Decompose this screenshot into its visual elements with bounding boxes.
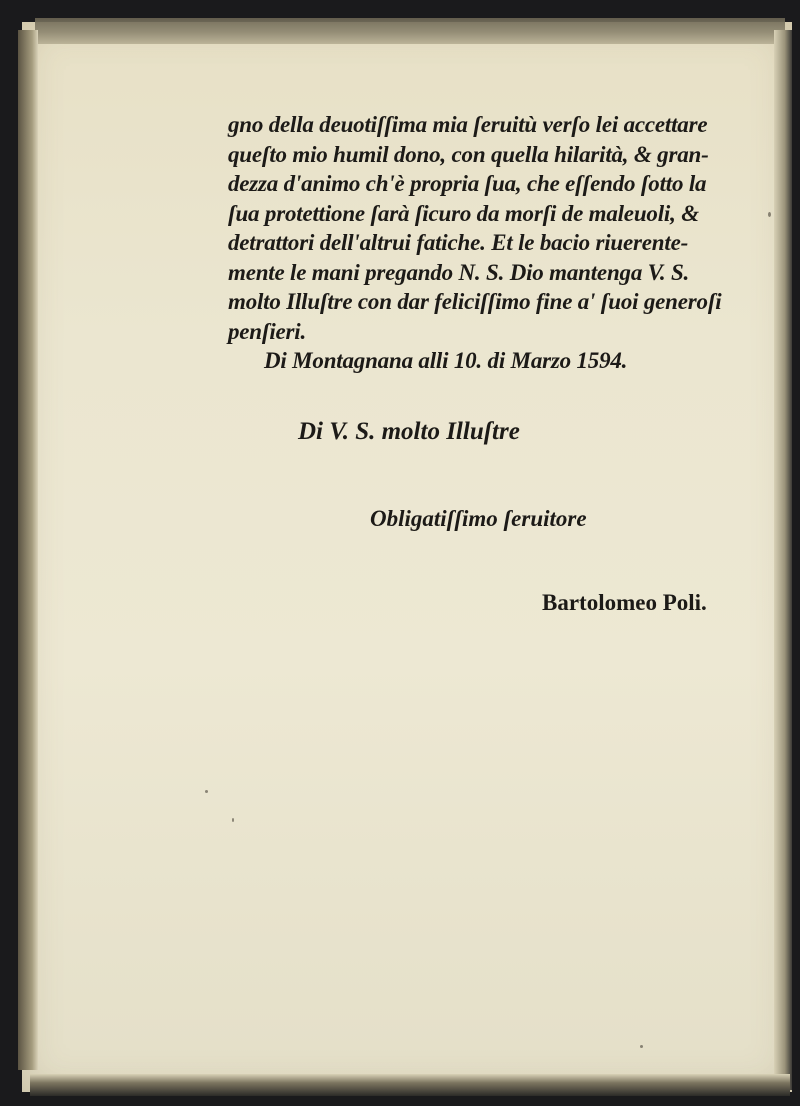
body-line-4: ſua protettione ſarà ſicuro da morſi de maleuoli, & (228, 200, 699, 226)
page-top-edge (35, 18, 785, 44)
letter-body (228, 110, 748, 376)
servant-line: Obligatiſſimo ſeruitore (370, 506, 587, 531)
body-line-7: molto Illuſtre con dar feliciſſimo fine a' ſuoi generoſi (228, 289, 722, 314)
body-line-3: dezza d'animo ch'è propria ſua, che eſſendo ſotto la (228, 171, 707, 196)
signature: Bartolomeo Poli. (542, 590, 707, 615)
ink-speck (232, 818, 234, 822)
body-line-2: queſto mio humil dono, con quella hilarità, & gran- (228, 141, 709, 167)
page-right-edge (774, 30, 792, 1090)
ink-speck (768, 212, 771, 217)
ink-speck (205, 790, 208, 793)
page-gutter-edge (18, 30, 38, 1070)
valediction: Di V. S. molto Illuſtre (298, 418, 520, 445)
body-line-1: gno della deuotiſſima mia ſeruitù verſo lei accettare (228, 112, 708, 137)
body-line-8: penſieri. (228, 318, 307, 344)
body-line-6: mente le mani pregando N. S. Dio mantenga V. S. (228, 259, 690, 285)
body-line-5: detrattori dell'altrui fatiche. Et le bacio riuerente- (228, 230, 689, 255)
ink-speck (640, 1045, 643, 1048)
dateline: Di Montagnana alli 10. di Marzo 1594. (264, 348, 628, 373)
page-bottom-edge (30, 1074, 790, 1096)
